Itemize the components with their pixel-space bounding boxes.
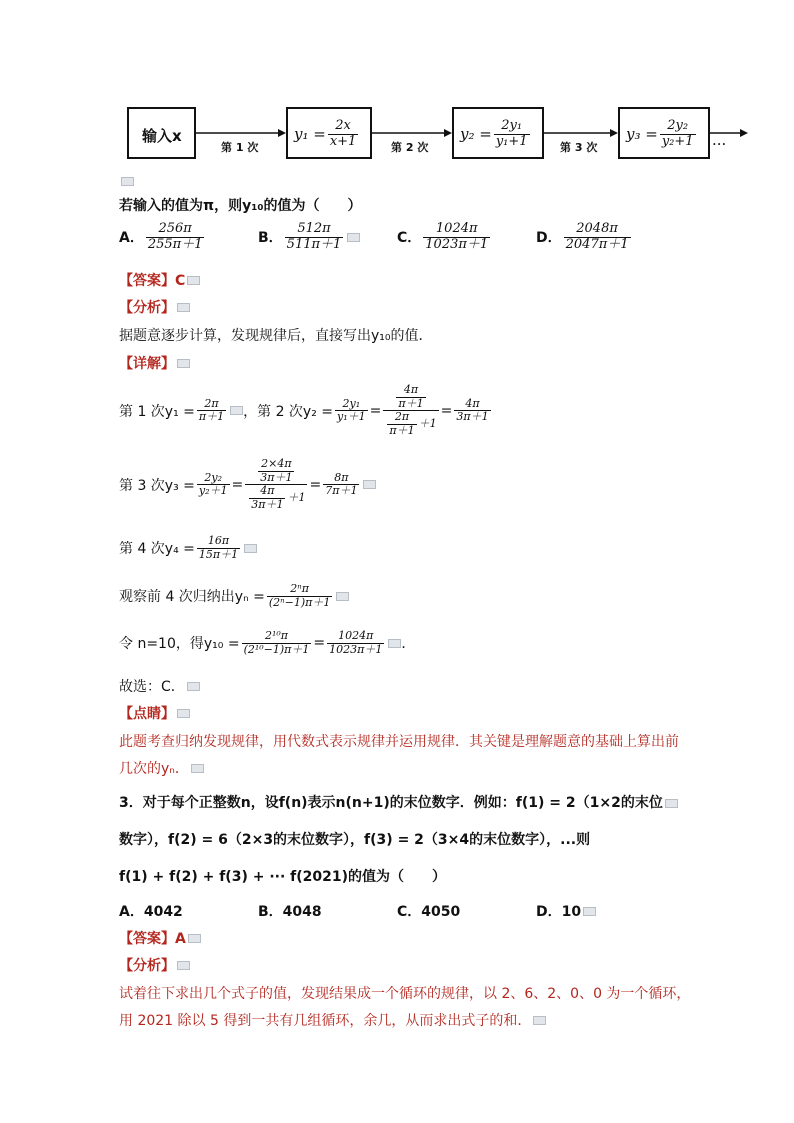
q2-stem: 若输入的值为π，则y₁₀的值为（ ）	[119, 198, 362, 214]
q2-answer-tag: 【答案】C	[119, 273, 186, 289]
image-placeholder-icon	[347, 233, 360, 242]
q2-step1-2: 第 1 次y₁ = $\frac{2\pi}{\pi+1}$ ，第 2 次y₂ = $\frac{\text{2y₁}}{\text{y₁＋1}}$ = $\frac{4\pi}{\pi+1}$ $\frac{2\pi}{\pi+1}$ ＋1 = $\frac{4\pi}{3\pi+1}$	[119, 383, 489, 437]
q3-analysis-tag: 【分析】	[119, 958, 175, 974]
q3-analysis-line1: 试着往下求出几个式子的值，发现结果成一个循环的规律，以 2、6、2、0、0 为一个循环，	[119, 986, 691, 1002]
flow-y2-frac: $\frac{\text{2y₁}}{\text{y₁+1}}$	[495, 118, 528, 149]
q3-option-a: A．4042	[119, 904, 183, 920]
image-placeholder-icon	[187, 682, 200, 691]
image-placeholder-icon	[188, 934, 201, 943]
q2-comment-tag: 【点睛】	[119, 706, 175, 722]
q3-line1: 3．对于每个正整数n，设f(n)表示n(n+1)的末位数字．例如：f(1) = 2（1×2的末位	[119, 795, 663, 811]
q2-comment-line1: 此题考查归纳发现规律，用代数式表示规律并运用规律．其关键是理解题意的基础上算出前	[119, 734, 679, 750]
flow-y2-lhs: y₂ =	[460, 125, 492, 144]
image-placeholder-icon	[191, 764, 204, 773]
flow-y3-frac: $\frac{\text{2y₂}}{\text{y₂+1}}$	[661, 118, 694, 149]
flow-step1-label: 第 1 次	[221, 141, 259, 154]
image-placeholder-icon	[121, 177, 134, 186]
q3-analysis-line2: 用 2021 除以 5 得到一共有几组循环，余几，从而求出式子的和．	[119, 1013, 532, 1029]
q3-line2: 数字），f(2) = 6（2×3的末位数字），f(3) = 2（3×4的末位数字），...则	[119, 832, 591, 848]
image-placeholder-icon	[244, 544, 257, 553]
image-placeholder-icon	[533, 1016, 546, 1025]
q3-answer-tag: 【答案】A	[119, 931, 186, 947]
image-placeholder-icon	[363, 480, 376, 489]
q2-choose: 故选：C．	[119, 679, 185, 695]
q2-general: 观察前 4 次归纳出yₙ = $\frac{\text{2ⁿπ}}{\text{(2ⁿ−1)π＋1}}$	[119, 583, 349, 609]
flow-step3-label: 第 3 次	[560, 141, 598, 154]
image-placeholder-icon	[177, 303, 190, 312]
flow-step2-label: 第 2 次	[391, 141, 429, 154]
q2-step3: 第 3 次y₃ = $\frac{\text{2y₂}}{\text{y₂＋1}}$ = $\frac{2\times 4\pi}{3\pi+1}$ $\frac{4\pi}{3\pi+1}$ ＋1 = $\frac{8\pi}{7\pi+1}$	[119, 458, 376, 512]
image-placeholder-icon	[665, 799, 678, 808]
q2-option-c: C． $\frac{1024\pi}{1023\pi+1}$	[397, 221, 489, 252]
image-placeholder-icon	[388, 639, 401, 648]
image-placeholder-icon	[583, 907, 596, 916]
q3-option-c: C．4050	[397, 904, 461, 920]
image-placeholder-icon	[336, 592, 349, 601]
image-placeholder-icon	[177, 359, 190, 368]
flow-y1-frac: $\frac{2x}{x+1}$	[329, 118, 357, 149]
q2-option-a: A． $\frac{256\pi}{255\pi+1}$	[119, 221, 203, 252]
flow-input-label: 输入x	[142, 127, 182, 145]
q2-comment-line2: 几次的yₙ．	[119, 761, 189, 777]
image-placeholder-icon	[177, 709, 190, 718]
q2-step4: 第 4 次y₄ = $\frac{16\pi}{15\pi+1}$	[119, 535, 257, 561]
q2-n10: 令 n=10，得y₁₀ = $\frac{\text{2¹⁰π}}{\text{(2¹⁰−1)π＋1}}$ = $\frac{1024\pi}{1023\pi+1}$ ．	[119, 629, 416, 656]
image-placeholder-icon	[230, 406, 243, 415]
q3-option-b: B．4048	[258, 904, 322, 920]
flow-y1-lhs: y₁ =	[294, 125, 326, 144]
q3-option-d: D．10	[536, 904, 582, 920]
q3-line3: f(1) + f(2) + f(3) + ··· f(2021)的值为（ ）	[119, 869, 447, 885]
q2-option-b: B． $\frac{512\pi}{511\pi+1}$	[258, 222, 360, 253]
flow-y3-lhs: y₃ =	[626, 125, 658, 144]
q2-analysis-tag: 【分析】	[119, 300, 175, 316]
image-placeholder-icon	[187, 276, 200, 285]
flow-arrows	[0, 0, 794, 200]
q2-detail-tag: 【详解】	[119, 356, 175, 372]
flow-ellipsis: ···	[712, 135, 727, 153]
q2-analysis-text: 据题意逐步计算，发现规律后，直接写出y₁₀的值．	[119, 328, 433, 344]
image-placeholder-icon	[177, 961, 190, 970]
q2-option-d: D． $\frac{2048\pi}{2047\pi+1}$	[536, 221, 629, 252]
